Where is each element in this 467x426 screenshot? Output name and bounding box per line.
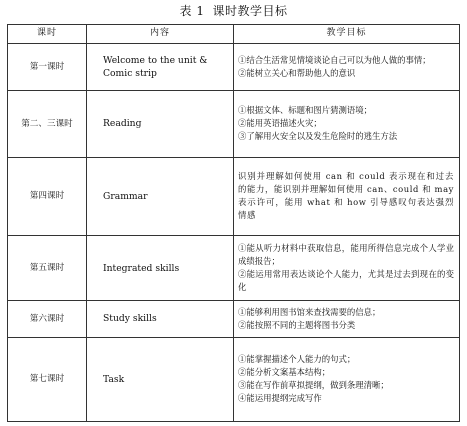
period-cell: 第二、三课时 — [8, 91, 87, 157]
table-caption-title: 课时教学目标 — [212, 4, 288, 18]
goal-item: ④能运用提纲完成写作 — [238, 393, 322, 404]
period-cell: 第六课时 — [8, 301, 87, 337]
period-cell: 第四课时 — [8, 157, 87, 235]
table-row — [8, 157, 460, 235]
goal-item: ①根据文体、标题和图片猜测语境； — [238, 105, 372, 116]
period-cell: 第七课时 — [8, 337, 87, 421]
table-row — [8, 236, 460, 301]
period-cell: 第五课时 — [8, 236, 87, 301]
table-row — [8, 91, 460, 157]
goal-item: ②能树立关心和帮助他人的意识 — [238, 68, 356, 79]
content-cell: Integrated skills — [87, 236, 234, 301]
table-row — [8, 337, 460, 421]
header-period: 课时 — [8, 25, 87, 44]
goal-item: ③了解用火安全以及发生危险时的逃生方法 — [238, 131, 398, 142]
table-header-row — [8, 25, 460, 44]
goal-item: ①能掌握描述个人能力的句式； — [238, 354, 356, 365]
goal-item: ②能分析文案基本结构； — [238, 367, 331, 378]
goal-item: 识别并理解如何使用 can 和 could 表示现在和过去的能力，能识别并理解如何使用 can、could 和 may 表示许可，能用 what 和 how 引导感叹句表达强烈情感 — [238, 171, 454, 221]
goals-cell — [234, 91, 460, 157]
goal-item: ①能够利用图书馆来查找需要的信息； — [238, 306, 381, 317]
content-cell: Study skills — [87, 301, 234, 337]
goals-cell — [234, 337, 460, 421]
content-cell: Reading — [87, 91, 234, 157]
header-goals: 教学目标 — [234, 25, 460, 44]
table-caption — [0, 3, 467, 19]
goals-cell — [234, 157, 460, 235]
content-cell: Task — [87, 337, 234, 421]
goals-cell — [234, 301, 460, 337]
goal-item: ①能从听力材料中获取信息，能用所得信息完成个人学业成绩报告； — [238, 243, 454, 267]
goal-item: ②能按照不同的主题将图书分类 — [238, 319, 356, 330]
goal-item: ②能运用常用表达谈论个人能力，尤其是过去到现在的变化 — [238, 269, 454, 293]
goal-item: ②能用英语描述火灾； — [238, 118, 322, 129]
content-cell: Welcome to the unit & Comic strip — [87, 44, 234, 91]
goals-cell — [234, 44, 460, 91]
lesson-goals-table — [7, 24, 460, 422]
table-caption-number: 表 1 — [179, 4, 205, 18]
header-content: 内容 — [87, 25, 234, 44]
table-row — [8, 44, 460, 91]
goal-item: ①结合生活常见情境谈论自己可以为他人做的事情； — [238, 55, 431, 66]
content-cell: Grammar — [87, 157, 234, 235]
table-row — [8, 301, 460, 337]
goal-item: ③能在写作前草拟提纲，做到条理清晰； — [238, 380, 389, 391]
goals-cell — [234, 236, 460, 301]
period-cell: 第一课时 — [8, 44, 87, 91]
